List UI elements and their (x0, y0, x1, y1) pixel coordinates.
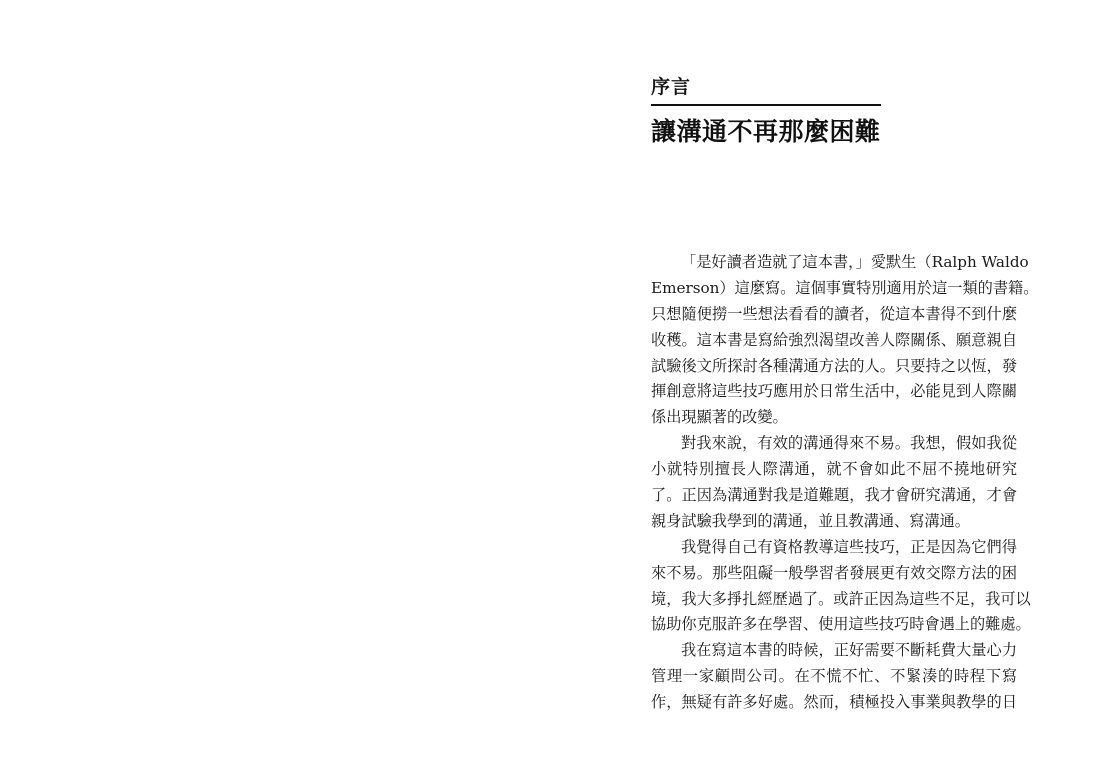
body-line: 境，我大多掙扎經歷過了。或許正因為這些不足，我可以 (651, 589, 1031, 608)
body-line: 試驗後文所探討各種溝通方法的人。只要持之以恆，發 (651, 356, 1017, 375)
chapter-title: 讓溝通不再那麼困難 (651, 117, 881, 146)
body-line: 我在寫這本書的時候，正好需要不斷耗費大量心力 (681, 641, 1017, 660)
body-line: 係出現顯著的改變。 (651, 408, 788, 427)
body-line: 協助你克服許多在學習、使用這些技巧時會遇上的難處。 (651, 615, 1031, 634)
section-label: 序言 (651, 76, 692, 98)
body-line: 我覺得自己有資格教導這些技巧，正是因為它們得 (681, 537, 1017, 556)
body-line: 管理一家顧問公司。在不慌不忙、不緊湊的時程下寫 (651, 667, 1017, 686)
body-line: 小就特別擅長人際溝通，就不會如此不屈不撓地研究 (651, 460, 1017, 479)
body-line: 了。正因為溝通對我是道難題，我才會研究溝通，才會 (651, 486, 1017, 505)
body-line: 親身試驗我學到的溝通，並且教溝通、寫溝通。 (651, 511, 970, 530)
title-rule (651, 104, 881, 106)
body-line: 作，無疑有許多好處。然而，積極投入事業與教學的日 (651, 693, 1017, 712)
body-line: 「是好讀者造就了這本書，」愛默生（Ralph Waldo (681, 253, 1029, 271)
body-line: 對我來說，有效的溝通得來不易。我想，假如我從 (681, 434, 1017, 453)
body-line: 只想隨便撈一些想法看看的讀者，從這本書得不到什麼 (651, 304, 1017, 323)
body-line: 揮創意將這些技巧應用於日常生活中，必能見到人際關 (651, 382, 1017, 401)
body-line: 來不易。那些阻礙一般學習者發展更有效交際方法的困 (651, 563, 1017, 582)
right-page (550, 0, 1100, 770)
body-line: 收穫。這本書是寫給強烈渴望改善人際關係、願意親自 (651, 330, 1017, 349)
body-line: Emerson）這麼寫。這個事實特別適用於這一類的書籍。 (651, 278, 1039, 297)
body-text (651, 250, 1039, 716)
